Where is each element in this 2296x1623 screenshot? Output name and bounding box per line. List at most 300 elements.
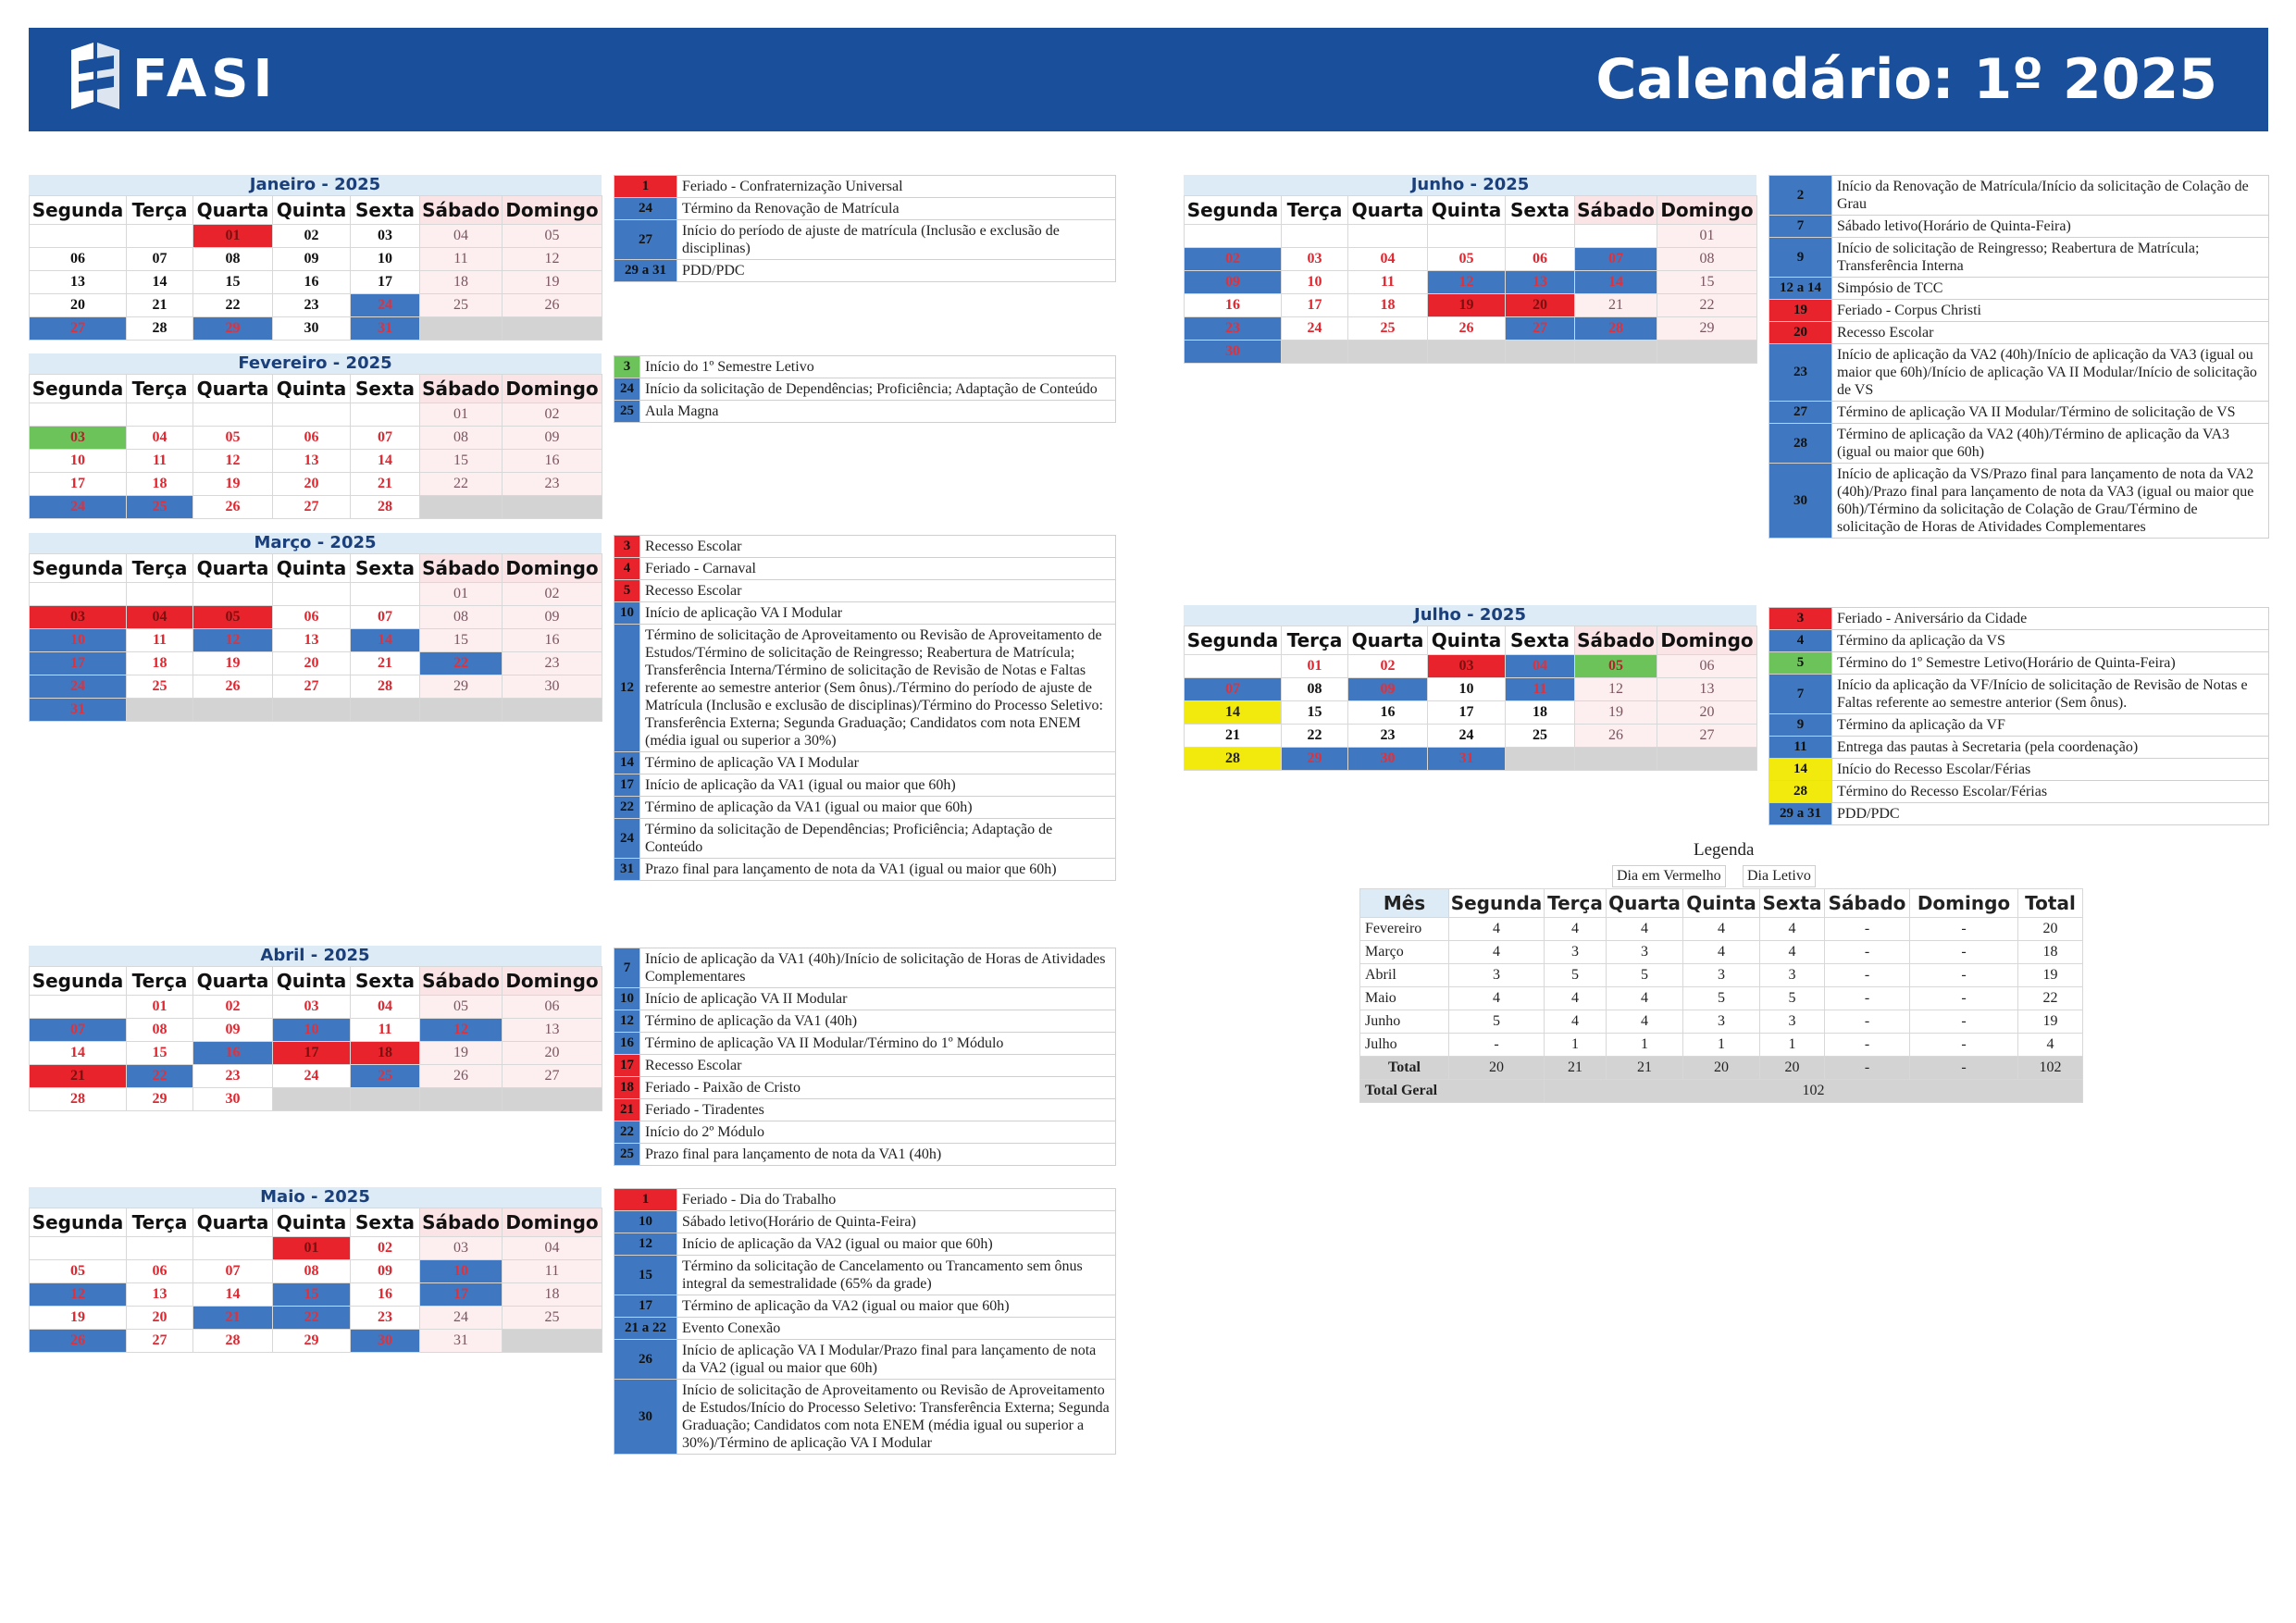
event-description: Aula Magna: [640, 401, 1116, 423]
weekday-header: Sexta: [351, 967, 420, 996]
day-cell: 02: [1185, 248, 1282, 271]
summary-header-row: [1360, 889, 2083, 918]
event-date: 28: [1769, 424, 1832, 464]
day-cell: 31: [1428, 748, 1506, 771]
event-row: [614, 536, 1116, 558]
event-row: [614, 602, 1116, 625]
empty-day-cell: [193, 699, 273, 722]
day-cell: 02: [1348, 655, 1428, 678]
day-cell: 23: [1185, 317, 1282, 341]
legend-dia-letivo: Dia Letivo: [1743, 865, 1816, 887]
day-cell: 28: [193, 1330, 273, 1353]
weekday-header: Segunda: [1185, 626, 1282, 655]
event-row: [614, 1010, 1116, 1033]
event-row: [614, 819, 1116, 859]
day-cell: 24: [351, 294, 420, 317]
day-cell: 11: [503, 1260, 602, 1283]
event-date: 27: [614, 220, 677, 260]
summary-cell: Junho: [1360, 1010, 1449, 1034]
weekday-header: Domingo: [503, 1208, 602, 1237]
summary-cell: Fevereiro: [1360, 918, 1449, 941]
day-cell: 24: [1428, 725, 1506, 748]
weekday-header: Sábado: [420, 554, 503, 583]
event-date: 25: [614, 401, 640, 423]
month-title: Janeiro - 2025: [29, 175, 602, 195]
event-date: 5: [614, 580, 640, 602]
day-cell: 19: [30, 1307, 127, 1330]
day-cell: 10: [30, 450, 127, 473]
weekday-header: Terça: [127, 196, 193, 225]
day-cell: 26: [1428, 317, 1506, 341]
day-cell: 21: [351, 652, 420, 675]
day-cell: 13: [1506, 271, 1575, 294]
event-description: Prazo final para lançamento de nota da VA1 (igual ou maior que 60h): [640, 859, 1116, 881]
event-description: Início de aplicação VA II Modular: [640, 988, 1116, 1010]
day-cell: 25: [127, 675, 193, 699]
empty-day-cell: [1428, 225, 1506, 248]
event-description: Término de aplicação da VA1 (igual ou maior que 60h): [640, 797, 1116, 819]
day-cell: 18: [127, 652, 193, 675]
day-cell: 04: [1506, 655, 1575, 678]
summary-total-cell: -: [1825, 1057, 1910, 1080]
summary-cell: 1: [1683, 1034, 1760, 1057]
empty-day-cell: [503, 317, 602, 341]
summary-total-cell: 21: [1607, 1057, 1683, 1080]
weekday-header: Quinta: [273, 375, 351, 403]
weekday-header: Quinta: [1428, 626, 1506, 655]
day-cell: 29: [273, 1330, 351, 1353]
event-date: 14: [614, 752, 640, 774]
day-cell: 01: [273, 1237, 351, 1260]
week-row: [30, 403, 602, 427]
summary-cell: 20: [2018, 918, 2083, 941]
day-cell: 24: [1282, 317, 1348, 341]
event-row: [614, 1295, 1116, 1318]
weekday-header: Quarta: [193, 967, 273, 996]
day-cell: 26: [30, 1330, 127, 1353]
event-date: 30: [614, 1380, 677, 1455]
summary-cell: -: [1825, 941, 1910, 964]
weekday-header-row: [30, 967, 602, 996]
day-cell: 16: [351, 1283, 420, 1307]
event-description: Início de aplicação da VS/Prazo final para lançamento de nota da VA2 (40h)/Prazo final para lançamento de nota da VA3 (igual ou maior que 60h)/Término da solicitação de Colação de Grau/Término de solicitação de Horas de Atividades Complementares: [1832, 464, 2269, 539]
weekday-header: Domingo: [1657, 196, 1757, 225]
summary-total-cell: 21: [1545, 1057, 1607, 1080]
summary-total-cell: -: [1910, 1057, 2018, 1080]
day-cell: 01: [127, 996, 193, 1019]
event-row: [1769, 344, 2269, 402]
empty-day-cell: [420, 496, 503, 519]
day-cell: 10: [1428, 678, 1506, 701]
day-cell: 11: [1348, 271, 1428, 294]
summary-row: [1360, 987, 2083, 1010]
event-description: Início de aplicação VA I Modular: [640, 602, 1116, 625]
empty-day-cell: [1348, 225, 1428, 248]
event-date: 3: [1769, 608, 1832, 630]
day-cell: 22: [1657, 294, 1757, 317]
day-cell: 09: [1348, 678, 1428, 701]
legend-dia-vermelho: Dia em Vermelho: [1612, 865, 1726, 887]
summary-cell: 19: [2018, 1010, 2083, 1034]
event-row: [614, 378, 1116, 401]
day-cell: 09: [193, 1019, 273, 1042]
month-title: Abril - 2025: [29, 946, 602, 966]
summary-cell: 4: [1449, 918, 1545, 941]
day-cell: 20: [273, 473, 351, 496]
event-row: [614, 198, 1116, 220]
summary-cell: Maio: [1360, 987, 1449, 1010]
empty-day-cell: [503, 1330, 602, 1353]
event-date: 3: [614, 536, 640, 558]
week-row: [1185, 294, 1757, 317]
weekday-header-row: [30, 1208, 602, 1237]
weekday-header: Domingo: [503, 554, 602, 583]
day-cell: 27: [30, 317, 127, 341]
weekday-header: Domingo: [1657, 626, 1757, 655]
empty-day-cell: [1282, 225, 1348, 248]
event-date: 12: [614, 1233, 677, 1256]
weekday-header: Segunda: [30, 375, 127, 403]
event-description: Início do período de ajuste de matrícula (Inclusão e exclusão de disciplinas): [677, 220, 1116, 260]
weekday-header-row: [1185, 626, 1757, 655]
summary-cell: 3: [1760, 964, 1825, 987]
day-cell: 06: [127, 1260, 193, 1283]
summary-cell: 19: [2018, 964, 2083, 987]
day-cell: 16: [503, 450, 602, 473]
event-date: 7: [1769, 216, 1832, 238]
day-cell: 20: [1657, 701, 1757, 725]
summary-cell: 4: [1449, 941, 1545, 964]
calendar-junho: [1184, 175, 1756, 364]
weekday-header: Quinta: [273, 1208, 351, 1237]
summary-cell: 22: [2018, 987, 2083, 1010]
day-cell: 31: [30, 699, 127, 722]
weekday-header: Sábado: [1575, 196, 1657, 225]
day-cell: 28: [30, 1088, 127, 1111]
weekday-header-row: [1185, 196, 1757, 225]
month-title: Março - 2025: [29, 533, 602, 553]
event-date: 7: [614, 948, 640, 988]
day-cell: 26: [420, 1065, 503, 1088]
event-row: [1769, 176, 2269, 216]
event-row: [614, 625, 1116, 752]
event-description: Término de aplicação VA II Modular/Término de solicitação de VS: [1832, 402, 2269, 424]
week-row: [30, 1330, 602, 1353]
day-cell: 14: [351, 629, 420, 652]
empty-day-cell: [1428, 341, 1506, 364]
event-row: [614, 774, 1116, 797]
day-cell: 13: [127, 1283, 193, 1307]
empty-day-cell: [1657, 748, 1757, 771]
event-description: Início do 2º Módulo: [640, 1121, 1116, 1144]
week-row: [30, 1307, 602, 1330]
summary-cell: 4: [1760, 941, 1825, 964]
day-cell: 20: [30, 294, 127, 317]
event-date: 3: [614, 356, 640, 378]
week-row: [30, 496, 602, 519]
summary-cell: 3: [1449, 964, 1545, 987]
summary-cell: 4: [1607, 918, 1683, 941]
grand-total-label: Total Geral: [1360, 1080, 1545, 1103]
day-cell: 19: [503, 271, 602, 294]
day-cell: 30: [1348, 748, 1428, 771]
event-description: Término da solicitação de Dependências; Proficiência; Adaptação de Conteúdo: [640, 819, 1116, 859]
summary-cell: -: [1910, 941, 2018, 964]
day-cell: 09: [1185, 271, 1282, 294]
event-description: Término do 1º Semestre Letivo(Horário de Quinta-Feira): [1832, 652, 2269, 675]
summary-cell: -: [1449, 1034, 1545, 1057]
event-date: 17: [614, 1295, 677, 1318]
day-cell: 04: [127, 427, 193, 450]
day-cell: 31: [420, 1330, 503, 1353]
day-cell: 22: [127, 1065, 193, 1088]
event-description: Recesso Escolar: [640, 536, 1116, 558]
month-grid: [29, 553, 602, 722]
event-row: [614, 1055, 1116, 1077]
empty-day-cell: [1506, 748, 1575, 771]
day-cell: 25: [127, 496, 193, 519]
day-cell: 29: [127, 1088, 193, 1111]
week-row: [30, 606, 602, 629]
day-cell: 11: [127, 629, 193, 652]
weekday-header: Segunda: [30, 196, 127, 225]
day-cell: 14: [127, 271, 193, 294]
event-row: [1769, 238, 2269, 278]
weekday-header: Terça: [127, 554, 193, 583]
event-row: [614, 1256, 1116, 1295]
weekday-header: Quarta: [1348, 626, 1428, 655]
event-row: [1769, 803, 2269, 825]
day-cell: 20: [1506, 294, 1575, 317]
day-cell: 19: [420, 1042, 503, 1065]
event-date: 29 a 31: [1769, 803, 1832, 825]
event-description: Recesso Escolar: [1832, 322, 2269, 344]
day-cell: 10: [1282, 271, 1348, 294]
summary-header: Quinta: [1683, 889, 1760, 918]
event-description: Início do 1º Semestre Letivo: [640, 356, 1116, 378]
event-description: Evento Conexão: [677, 1318, 1116, 1340]
event-row: [614, 1233, 1116, 1256]
day-cell: 18: [503, 1283, 602, 1307]
day-cell: 04: [127, 606, 193, 629]
day-cell: 16: [1185, 294, 1282, 317]
summary-row: [1360, 1010, 2083, 1034]
weekday-header: Sexta: [1506, 196, 1575, 225]
summary-cell: 3: [1607, 941, 1683, 964]
day-cell: 12: [503, 248, 602, 271]
event-date: 11: [1769, 737, 1832, 759]
day-cell: 17: [30, 473, 127, 496]
empty-day-cell: [351, 699, 420, 722]
event-description: Início da Renovação de Matrícula/Início da solicitação de Colação de Grau: [1832, 176, 2269, 216]
weekday-header-row: [30, 554, 602, 583]
weekday-header: Quarta: [193, 196, 273, 225]
summary-cell: -: [1910, 1010, 2018, 1034]
day-cell: 24: [30, 675, 127, 699]
empty-day-cell: [351, 583, 420, 606]
event-description: Feriado - Paixão de Cristo: [640, 1077, 1116, 1099]
event-description: Início de aplicação da VA2 (igual ou maior que 60h): [677, 1233, 1116, 1256]
empty-day-cell: [351, 1088, 420, 1111]
event-row: [1769, 464, 2269, 539]
day-cell: 29: [420, 675, 503, 699]
empty-day-cell: [503, 699, 602, 722]
event-row: [1769, 759, 2269, 781]
weekday-header: Sábado: [420, 1208, 503, 1237]
month-title: Junho - 2025: [1184, 175, 1756, 195]
event-row: [1769, 424, 2269, 464]
weekday-header: Quarta: [1348, 196, 1428, 225]
day-cell: 22: [420, 652, 503, 675]
calendar-abril: [29, 946, 602, 1111]
summary-cell: 4: [1760, 918, 1825, 941]
day-cell: 08: [420, 427, 503, 450]
event-date: 10: [614, 1211, 677, 1233]
month-grid: [1184, 195, 1757, 364]
day-cell: 10: [273, 1019, 351, 1042]
day-cell: 22: [193, 294, 273, 317]
event-date: 24: [614, 378, 640, 401]
day-cell: 29: [1282, 748, 1348, 771]
week-row: [30, 1237, 602, 1260]
empty-day-cell: [1348, 341, 1428, 364]
day-cell: 14: [351, 450, 420, 473]
day-cell: 19: [193, 652, 273, 675]
weekday-header: Sábado: [420, 196, 503, 225]
day-cell: 14: [1575, 271, 1657, 294]
event-row: [1769, 402, 2269, 424]
event-date: 12 a 14: [1769, 278, 1832, 300]
weekday-header: Quinta: [273, 196, 351, 225]
event-description: Início de aplicação da VA1 (40h)/Início de solicitação de Horas de Atividades Complementares: [640, 948, 1116, 988]
day-cell: 27: [273, 675, 351, 699]
empty-day-cell: [193, 583, 273, 606]
empty-day-cell: [273, 403, 351, 427]
summary-cell: 3: [1545, 941, 1607, 964]
empty-day-cell: [1185, 225, 1282, 248]
event-description: Início de aplicação da VA1 (igual ou maior que 60h): [640, 774, 1116, 797]
event-date: 9: [1769, 238, 1832, 278]
summary-cell: 4: [1545, 987, 1607, 1010]
empty-day-cell: [420, 1088, 503, 1111]
event-row: [614, 260, 1116, 282]
weekday-header: Quinta: [273, 554, 351, 583]
summary-header: Total: [2018, 889, 2083, 918]
event-date: 12: [614, 625, 640, 752]
week-row: [1185, 317, 1757, 341]
empty-day-cell: [30, 403, 127, 427]
empty-day-cell: [1506, 341, 1575, 364]
event-date: 1: [614, 1189, 677, 1211]
event-description: Feriado - Aniversário da Cidade: [1832, 608, 2269, 630]
summary-total-cell: 20: [1760, 1057, 1825, 1080]
event-row: [614, 988, 1116, 1010]
summary-header: Segunda: [1449, 889, 1545, 918]
day-cell: 27: [503, 1065, 602, 1088]
day-cell: 05: [193, 427, 273, 450]
week-row: [1185, 748, 1757, 771]
day-cell: 03: [30, 427, 127, 450]
day-cell: 26: [1575, 725, 1657, 748]
day-cell: 25: [1506, 725, 1575, 748]
summary-cell: -: [1825, 964, 1910, 987]
event-date: 29 a 31: [614, 260, 677, 282]
day-cell: 30: [351, 1330, 420, 1353]
day-cell: 26: [503, 294, 602, 317]
day-cell: 30: [503, 675, 602, 699]
event-row: [1769, 781, 2269, 803]
weekday-header: Quarta: [193, 554, 273, 583]
events-fevereiro: [614, 355, 1116, 423]
event-date: 26: [614, 1340, 677, 1380]
weekday-header: Segunda: [1185, 196, 1282, 225]
day-cell: 05: [1575, 655, 1657, 678]
week-row: [1185, 678, 1757, 701]
event-description: Início de aplicação VA I Modular/Prazo final para lançamento de nota da VA2 (igual ou maior que 60h): [677, 1340, 1116, 1380]
event-description: Feriado - Corpus Christi: [1832, 300, 2269, 322]
events-marco: [614, 535, 1116, 881]
day-cell: 10: [420, 1260, 503, 1283]
event-date: 21 a 22: [614, 1318, 677, 1340]
event-row: [1769, 652, 2269, 675]
day-cell: 05: [30, 1260, 127, 1283]
empty-day-cell: [351, 403, 420, 427]
week-row: [30, 271, 602, 294]
day-cell: 07: [1185, 678, 1282, 701]
day-cell: 08: [420, 606, 503, 629]
event-description: Término de aplicação da VA2 (igual ou maior que 60h): [677, 1295, 1116, 1318]
summary-cell: 1: [1760, 1034, 1825, 1057]
summary-cell: 1: [1607, 1034, 1683, 1057]
empty-day-cell: [1506, 225, 1575, 248]
event-date: 12: [614, 1010, 640, 1033]
event-row: [1769, 300, 2269, 322]
day-cell: 16: [1348, 701, 1428, 725]
week-row: [30, 294, 602, 317]
day-cell: 17: [273, 1042, 351, 1065]
day-cell: 18: [420, 271, 503, 294]
event-date: 4: [614, 558, 640, 580]
day-cell: 21: [127, 294, 193, 317]
day-cell: 17: [30, 652, 127, 675]
event-row: [1769, 608, 2269, 630]
day-cell: 14: [1185, 701, 1282, 725]
empty-day-cell: [273, 1088, 351, 1111]
empty-day-cell: [273, 583, 351, 606]
summary-cell: 4: [1545, 1010, 1607, 1034]
day-cell: 18: [1506, 701, 1575, 725]
week-row: [30, 1260, 602, 1283]
day-cell: 06: [273, 427, 351, 450]
summary-grand-total-row: [1360, 1080, 2083, 1103]
day-cell: 12: [420, 1019, 503, 1042]
day-cell: 07: [193, 1260, 273, 1283]
empty-day-cell: [30, 996, 127, 1019]
event-row: [614, 1318, 1116, 1340]
event-row: [614, 1077, 1116, 1099]
event-date: 31: [614, 859, 640, 881]
event-description: Término de solicitação de Aproveitamento ou Revisão de Aproveitamento de Estudos/Término de solicitação de Reingresso; Reabertura de Matrícula; Transferência Interna/Término de solicitação de Revisão de Notas e Faltas referente ao semestre anterior (Sem ônus)./Término do período de ajuste de Matrícula (Inclusão e exclusão de disciplinas)/Término do Processo Seletivo: Transferência Externa; Segunda Graduação; Candidatos com nota ENEM (média igual ou superior a 30%): [640, 625, 1116, 752]
event-description: Término de aplicação da VA2 (40h)/Término de aplicação da VA3 (igual ou maior que 60h): [1832, 424, 2269, 464]
week-row: [30, 652, 602, 675]
day-cell: 28: [351, 675, 420, 699]
summary-header: Domingo: [1910, 889, 2018, 918]
day-cell: 30: [1185, 341, 1282, 364]
empty-day-cell: [273, 699, 351, 722]
summary-cell: -: [1825, 987, 1910, 1010]
events-abril: [614, 948, 1116, 1166]
day-cell: 21: [1185, 725, 1282, 748]
